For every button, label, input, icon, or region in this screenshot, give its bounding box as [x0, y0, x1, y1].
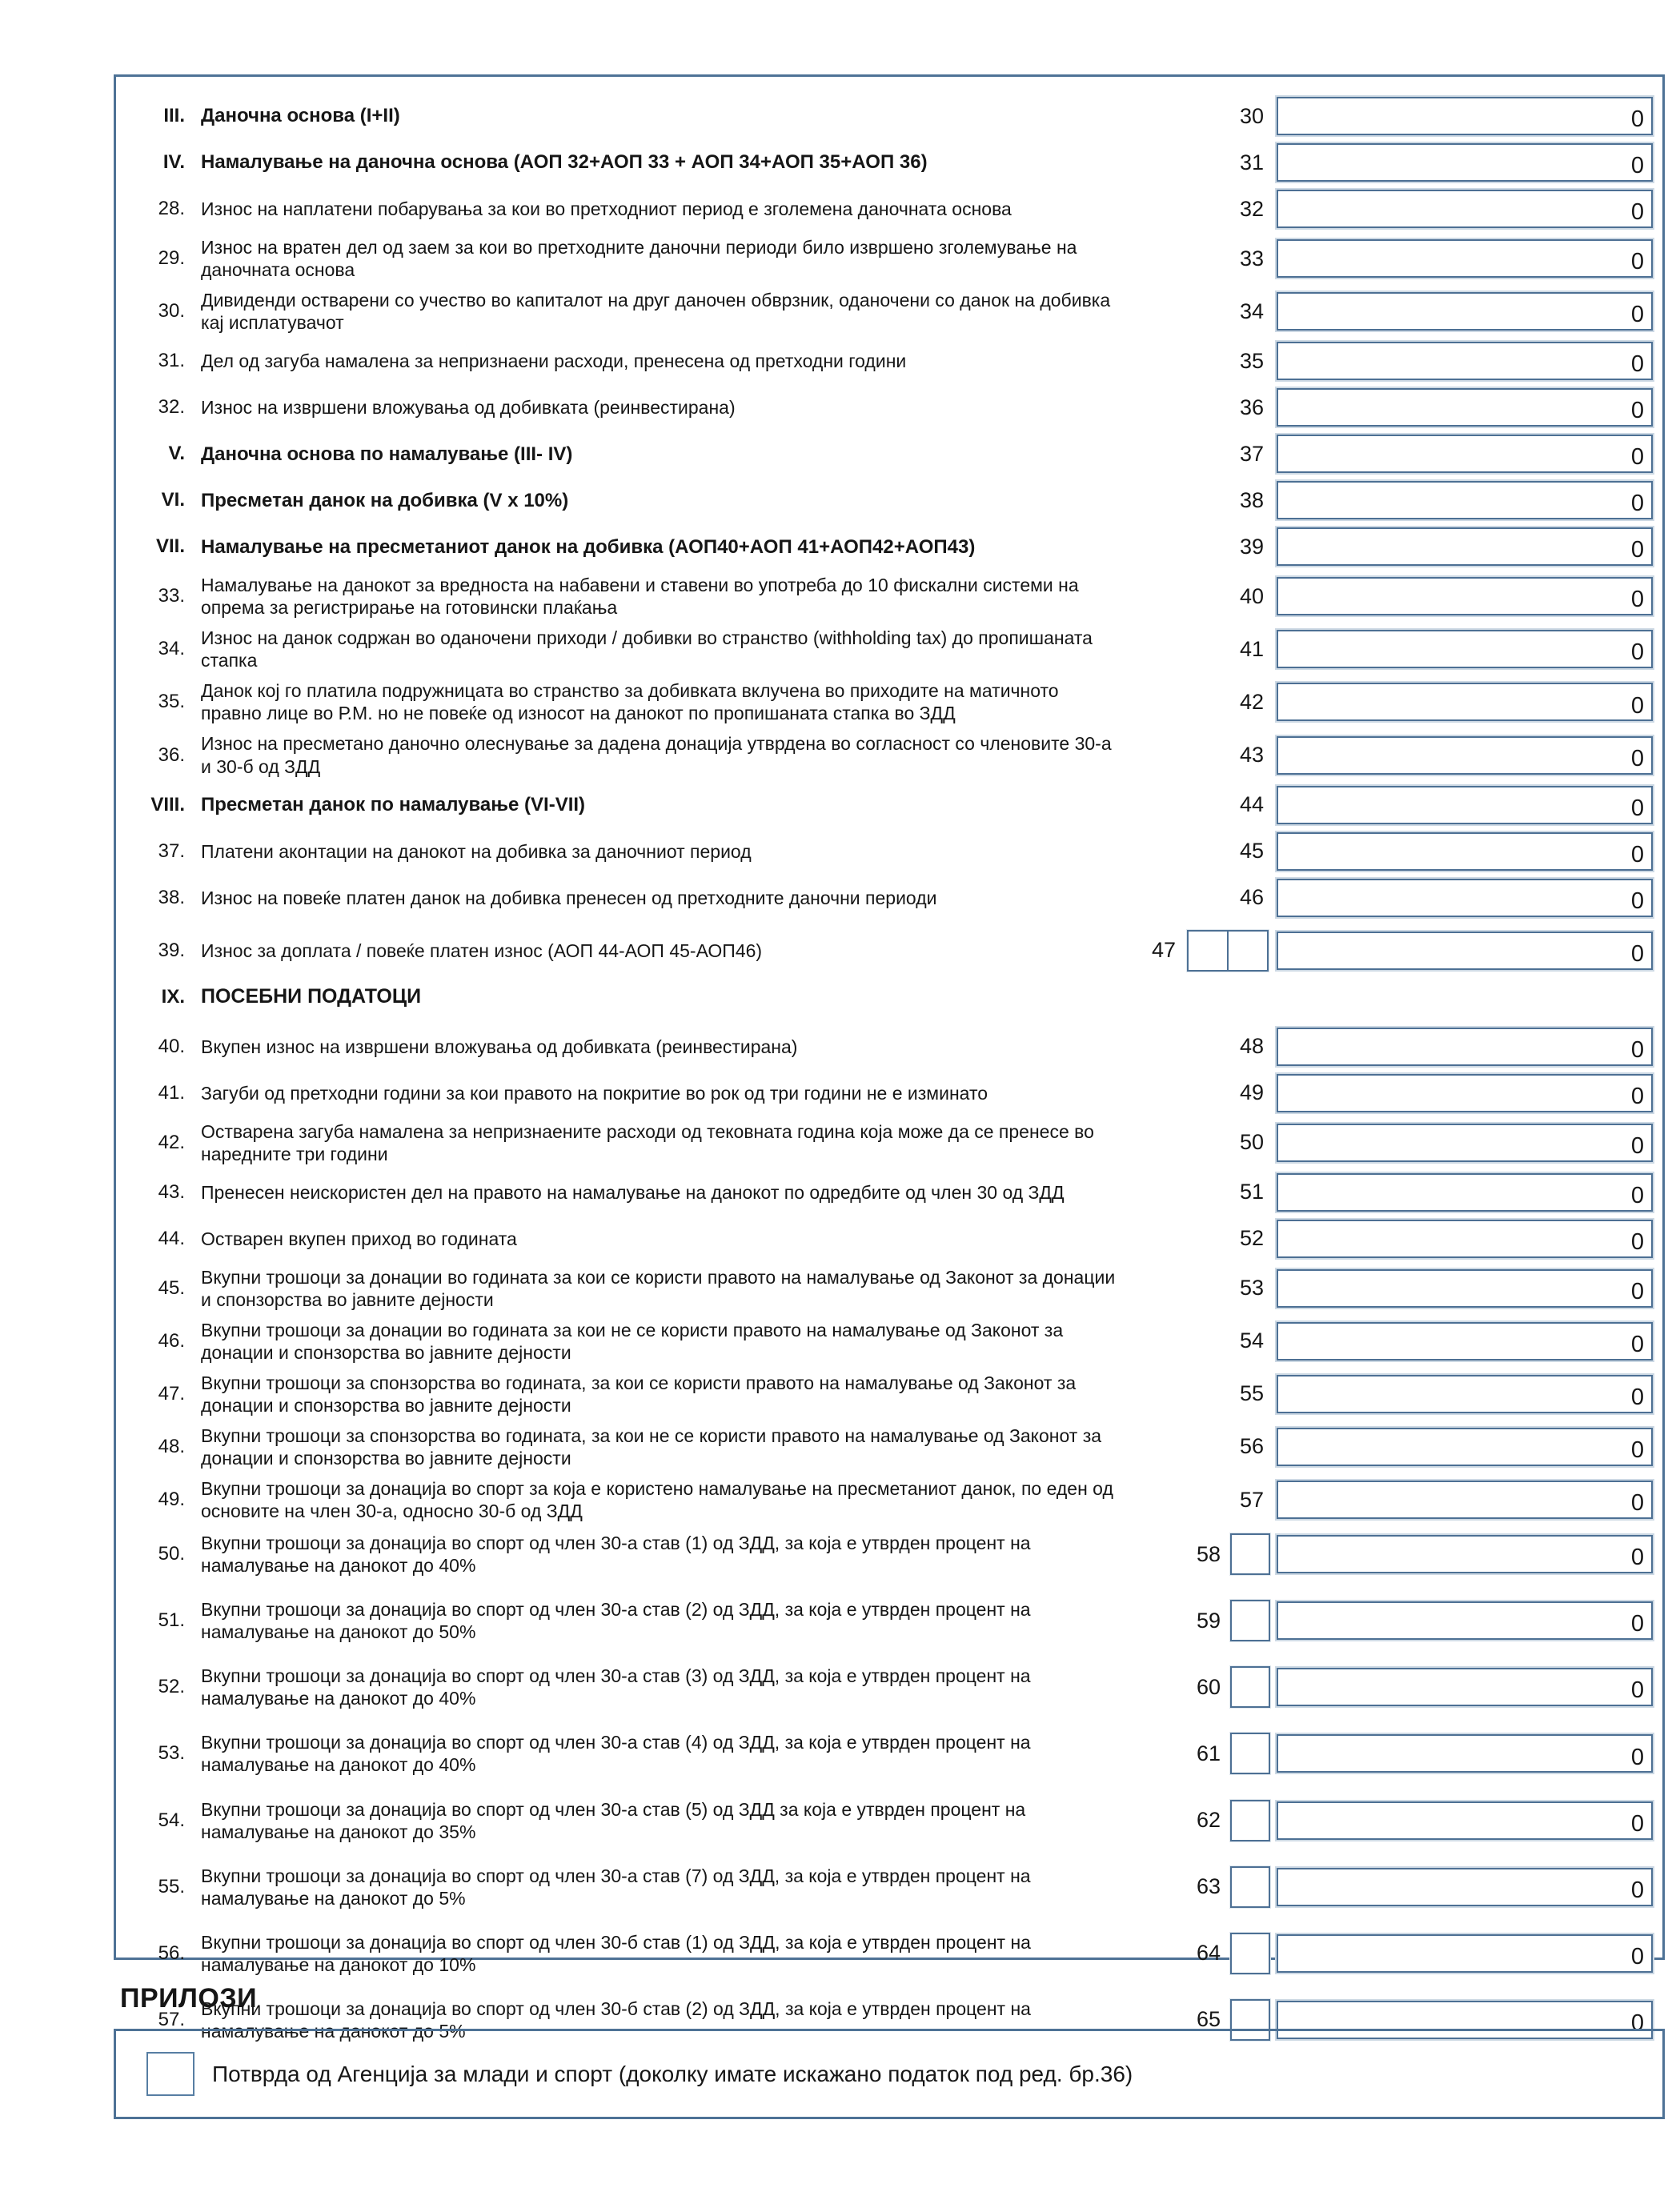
aop-number: 39 — [1239, 534, 1264, 559]
row-number: III. — [163, 105, 185, 126]
row-label: Износ на наплатени побарувања за кои во претходниот период е зголемена даночната основа — [201, 198, 1012, 219]
row-label: Износ на пресметано даночно олеснување за дадена донација утврдена во согласност со членовите 30-а и 30-б од ЗДД — [201, 733, 1112, 777]
value-text: 0 — [1630, 1083, 1644, 1109]
form-row — [132, 143, 1653, 182]
value-input[interactable] — [1277, 1734, 1653, 1773]
aop-number: 43 — [1239, 743, 1264, 767]
form-row — [132, 1931, 1653, 1976]
aop-number: 40 — [1239, 583, 1264, 608]
row-label: Дел од загуба намалена за непризнаени расходи, пренесена од претходни години — [201, 351, 907, 372]
row-number: 56. — [158, 1942, 185, 1964]
row-number: 29. — [158, 247, 185, 270]
row-label: Износ за доплата / повеќе платен износ (АОП 44-АОП 45-АОП46) — [201, 940, 763, 961]
row-label: Вкупен износ на извршени вложувања од добивката (реинвестирана) — [201, 1036, 798, 1057]
value-input[interactable] — [1277, 190, 1653, 228]
row-number: 41. — [158, 1081, 185, 1104]
aop-number: 51 — [1239, 1180, 1264, 1204]
row-number: 36. — [158, 743, 185, 766]
value-input[interactable] — [1277, 388, 1653, 427]
row-number: 30. — [158, 300, 185, 323]
row-number: 57. — [158, 2008, 185, 2030]
value-text: 0 — [1630, 1132, 1644, 1159]
row-label: Вкупни трошоци за донација во спорт за која е користено намалување на пресметаниот данок, по еден од основите на член 30-а, односно 30-б од ЗДД — [201, 1478, 1113, 1522]
form-row — [132, 1220, 1653, 1258]
value-input[interactable] — [1277, 1322, 1653, 1360]
aop-number: 47 — [1151, 938, 1176, 963]
row-label: Данок кој го платила подружницата во странство за добивката вклучена во приходите на матичното правно лице во Р.М. но не повеќе од износот на данокот по пропишаната стапка во ЗДД — [201, 680, 1059, 724]
row-number: IX. — [161, 985, 185, 1008]
form-row — [132, 1372, 1653, 1417]
row-label: ПОСЕБНИ ПОДАТОЦИ — [201, 985, 422, 1008]
row-number: 44. — [158, 1227, 185, 1249]
form-row — [132, 527, 1653, 566]
row-number: VII. — [155, 535, 185, 558]
row-label: Остварена загуба намалена за непризнаените расходи од тековната година која може да се пренесе во наредните три години — [201, 1120, 1094, 1164]
aop-number: 32 — [1239, 196, 1264, 221]
row-label: Платени аконтации на данокот на добивка за даночниот период — [201, 840, 752, 862]
value-input[interactable] — [1277, 577, 1653, 615]
row-label: Вкупни трошоци за донација во спорт од член 30-а став (2) од ЗДД, за која е утврден процент на намалување на данокот до 50% — [201, 1599, 1031, 1643]
aop-number: 44 — [1239, 792, 1264, 817]
value-input[interactable] — [1277, 1124, 1653, 1162]
form-row — [132, 1120, 1653, 1165]
row-label: Вкупни трошоци за донација во спорт од член 30-а став (3) од ЗДД, за која е утврден процент на намалување на данокот до 40% — [201, 1665, 1031, 1709]
row-number: 42. — [158, 1131, 185, 1153]
row-label: Вкупни трошоци за донации во годината за кои се користи правото на намалување од Законот за донации и спонзорства во јавните дејности — [201, 1266, 1116, 1310]
mini-code-input[interactable] — [1187, 930, 1269, 972]
row-label: Вкупни трошоци за донација во спорт од член 30-а став (1) од ЗДД, за која е утврден процент на намалување на данокот до 40% — [201, 1533, 1031, 1577]
form-row — [132, 481, 1653, 519]
mini-code-cell[interactable] — [1189, 932, 1229, 970]
mini-code-input[interactable] — [1230, 1600, 1270, 1641]
attachment-checkbox-label: Потврда од Агенција за млади и спорт (доколку имате искажано податок под ред. бр.36) — [212, 2061, 1133, 2086]
mini-code-input[interactable] — [1230, 1666, 1270, 1708]
mini-code-input[interactable] — [1230, 1733, 1270, 1774]
value-text: 0 — [1630, 1278, 1644, 1304]
attachments-box — [114, 2029, 1665, 2119]
mini-code-input[interactable] — [1230, 1800, 1270, 1841]
value-input[interactable] — [1277, 1934, 1653, 1973]
row-label: Дивиденди остварени со учество во капиталот на друг даночен обврзник, оданочени со данок на добивка кај исплатувачот — [201, 290, 1111, 334]
value-input[interactable] — [1277, 292, 1653, 331]
row-number: 52. — [158, 1676, 185, 1698]
row-label: Даночна основа (I+II) — [201, 105, 400, 127]
form-row — [132, 627, 1653, 671]
value-input[interactable] — [1277, 683, 1653, 721]
row-label: Вкупни трошоци за донација во спорт од член 30-а став (7) од ЗДД, за која е утврден процент на намалување на данокот до 5% — [201, 1865, 1031, 1909]
value-input[interactable] — [1277, 630, 1653, 668]
aop-number: 35 — [1239, 348, 1264, 373]
value-input[interactable] — [1277, 1535, 1653, 1573]
form-row — [132, 1425, 1653, 1469]
value-input[interactable] — [1277, 932, 1653, 970]
row-label: Остварен вкупен приход во годината — [201, 1228, 517, 1249]
value-input[interactable] — [1277, 879, 1653, 917]
row-number: 55. — [158, 1875, 185, 1897]
value-text: 0 — [1630, 1877, 1644, 1903]
value-input[interactable] — [1277, 832, 1653, 871]
value-text: 0 — [1630, 795, 1644, 821]
aop-number: 33 — [1239, 246, 1264, 270]
form-row — [132, 342, 1653, 380]
value-text: 0 — [1630, 199, 1644, 226]
form-row — [132, 574, 1653, 619]
aop-number: 48 — [1239, 1034, 1264, 1059]
row-label: Вкупни трошоци за донација во спорт од член 30-б став (2) од ЗДД, за која е утврден процент на намалување на данокот до 5% — [201, 1998, 1031, 2042]
row-number: 32. — [158, 396, 185, 419]
row-number: 53. — [158, 1742, 185, 1765]
aop-number: 65 — [1196, 2007, 1221, 2032]
value-text: 0 — [1630, 841, 1644, 868]
form-row — [132, 1477, 1653, 1522]
form-row — [132, 930, 1653, 972]
row-number: 33. — [158, 585, 185, 607]
row-label: Пресметан данок на добивка (V x 10%) — [201, 489, 569, 511]
value-text: 0 — [1630, 1744, 1644, 1770]
row-number: 50. — [158, 1543, 185, 1565]
value-input[interactable] — [1277, 481, 1653, 519]
value-text: 0 — [1630, 537, 1644, 563]
value-input[interactable] — [1277, 342, 1653, 380]
row-number: 43. — [158, 1180, 185, 1203]
aop-number: 45 — [1239, 839, 1264, 864]
aop-number: 30 — [1239, 103, 1264, 128]
row-label: Пренесен неискористен дел на правото на намалување на данокот по одредбите од член 30 од ЗДД — [201, 1181, 1065, 1203]
value-text: 0 — [1630, 1810, 1644, 1837]
row-number: VIII. — [150, 793, 185, 815]
value-input[interactable] — [1277, 435, 1653, 473]
value-input[interactable] — [1277, 239, 1653, 278]
form-row — [132, 289, 1653, 334]
value-text: 0 — [1630, 249, 1644, 275]
form-row — [132, 388, 1653, 427]
value-input[interactable] — [1277, 1428, 1653, 1466]
value-input[interactable] — [1277, 1801, 1653, 1840]
aop-number: 49 — [1239, 1080, 1264, 1105]
value-text: 0 — [1630, 888, 1644, 914]
row-label: Вкупни трошоци за донација во спорт од член 30-а став (4) од ЗДД, за која е утврден процент на намалување на данокот до 40% — [201, 1732, 1031, 1776]
value-text: 0 — [1630, 940, 1644, 967]
value-text: 0 — [1630, 1385, 1644, 1410]
row-label: Намалување на данокот за вредноста на набавени и ставени во употреба до 10 фискални системи на опрема за регистрирање на готовински плаќања — [201, 575, 1079, 619]
value-text: 0 — [1630, 302, 1644, 328]
aop-number: 53 — [1239, 1276, 1264, 1300]
value-input[interactable] — [1277, 1481, 1653, 1519]
form-row — [132, 97, 1653, 135]
row-label: Износ на вратен дел од заем за кои во претходните даночни периоди било извршено зголемување на даночната основа — [201, 237, 1077, 281]
value-text: 0 — [1630, 2010, 1644, 2036]
value-input[interactable] — [1277, 1028, 1653, 1066]
row-label: Вкупни трошоци за спонзорства во годината, за кои се користи правото на намалување од Законот за донации и спонзорства во јавните дејности — [201, 1372, 1077, 1416]
value-input[interactable] — [1277, 1601, 1653, 1640]
row-number: 47. — [158, 1382, 185, 1405]
form-row — [132, 679, 1653, 724]
value-input[interactable] — [1277, 1269, 1653, 1308]
mini-code-input[interactable] — [1230, 1533, 1270, 1575]
aop-number: 54 — [1239, 1328, 1264, 1353]
aop-number: 57 — [1239, 1487, 1264, 1512]
value-input[interactable] — [1277, 143, 1653, 182]
value-text: 0 — [1630, 1490, 1644, 1517]
mini-code-input[interactable] — [1230, 1866, 1270, 1908]
value-text: 0 — [1630, 1545, 1644, 1571]
value-text: 0 — [1630, 444, 1644, 471]
form-row — [132, 1074, 1653, 1112]
aop-number: 37 — [1239, 441, 1264, 466]
value-input[interactable] — [1277, 1220, 1653, 1258]
attachment-checkbox[interactable] — [146, 2052, 194, 2096]
form-row — [132, 236, 1653, 281]
aop-number: 34 — [1239, 299, 1264, 323]
aop-number: 42 — [1239, 689, 1264, 714]
row-label: Износ на данок содржан во оданочени приходи / добивки во странство (withholding tax) до пропишаната стапка — [201, 627, 1093, 671]
value-text: 0 — [1630, 745, 1644, 771]
value-text: 0 — [1630, 153, 1644, 179]
value-text: 0 — [1630, 491, 1644, 517]
row-number: 48. — [158, 1435, 185, 1457]
row-number: 28. — [158, 198, 185, 219]
row-number: 54. — [158, 1809, 185, 1831]
form-row — [132, 1798, 1653, 1843]
form-row — [132, 1865, 1653, 1909]
row-number: 45. — [158, 1276, 185, 1299]
value-text: 0 — [1630, 398, 1644, 424]
aop-number: 64 — [1196, 1941, 1221, 1966]
row-label: Загуби од претходни години за кои правото на покритие во рок од три години не е изминато — [201, 1082, 988, 1104]
row-number: 34. — [158, 638, 185, 660]
value-text: 0 — [1630, 351, 1644, 378]
form-row — [132, 1665, 1653, 1709]
mini-code-input[interactable] — [1230, 1933, 1270, 1974]
value-input[interactable] — [1277, 97, 1653, 135]
aop-number: 56 — [1239, 1434, 1264, 1459]
form-row — [132, 732, 1653, 777]
row-label: Износ на повеќе платен данок на добивка пренесен од претходните даночни периоди — [201, 887, 937, 908]
row-number: 38. — [158, 886, 185, 908]
form-row — [132, 786, 1653, 824]
aop-number: 55 — [1239, 1381, 1264, 1406]
row-number: 49. — [158, 1489, 185, 1511]
value-text: 0 — [1630, 587, 1644, 613]
form-row — [132, 980, 1653, 1015]
row-label: Вкупни трошоци за донација во спорт од член 30-б став (1) од ЗДД, за која е утврден процент на намалување на данокот до 10% — [201, 1931, 1031, 1975]
value-input[interactable] — [1277, 1868, 1653, 1906]
row-number: 51. — [158, 1609, 185, 1632]
value-text: 0 — [1630, 1331, 1644, 1357]
form-row — [132, 1598, 1653, 1643]
value-text: 0 — [1630, 1437, 1644, 1464]
form-row — [132, 1028, 1653, 1066]
row-number: 37. — [158, 840, 185, 862]
form-row — [132, 1319, 1653, 1364]
aop-number: 31 — [1239, 150, 1264, 174]
row-number: V. — [168, 443, 185, 465]
aop-number: 52 — [1239, 1226, 1264, 1251]
row-number: 46. — [158, 1329, 185, 1352]
aop-number: 62 — [1196, 1808, 1221, 1833]
attachments-title: ПРИЛОЗИ — [120, 1983, 258, 2014]
value-text: 0 — [1630, 692, 1644, 719]
row-number: 40. — [158, 1035, 185, 1057]
aop-number: 38 — [1239, 487, 1264, 512]
form-row — [132, 1532, 1653, 1577]
row-label: Намалување на даночна основа (АОП 32+АОП 33 + АОП 34+АОП 35+АОП 36) — [201, 151, 928, 174]
row-number: 35. — [158, 691, 185, 713]
row-number: 31. — [158, 350, 185, 372]
aop-number: 61 — [1196, 1741, 1221, 1765]
value-text: 0 — [1630, 639, 1644, 666]
value-text: 0 — [1630, 1228, 1644, 1255]
aop-number: 59 — [1196, 1608, 1221, 1633]
aop-number: 58 — [1196, 1541, 1221, 1566]
row-number: IV. — [162, 151, 185, 173]
form-row — [132, 1173, 1653, 1212]
row-label: Вкупни трошоци за спонзорства во годината, за кои не се користи правото на намалување од Законот за донации и спонзорства во јавните дејности — [201, 1425, 1102, 1469]
value-text: 0 — [1630, 106, 1644, 133]
value-input[interactable] — [1277, 1375, 1653, 1413]
form-row — [132, 1731, 1653, 1776]
value-input[interactable] — [1277, 786, 1653, 824]
value-input[interactable] — [1277, 1173, 1653, 1212]
mini-code-cell[interactable] — [1229, 932, 1267, 970]
form-row — [132, 879, 1653, 917]
row-label: Износ на извршени вложувања од добивката (реинвестирана) — [201, 397, 736, 419]
aop-number: 41 — [1239, 636, 1264, 661]
value-text: 0 — [1630, 1943, 1644, 1970]
form-row — [132, 190, 1653, 228]
value-input[interactable] — [1277, 736, 1653, 775]
row-number: VI. — [161, 489, 185, 511]
aop-number: 50 — [1239, 1130, 1264, 1155]
row-label: Вкупни трошоци за донација во спорт од член 30-а став (5) од ЗДД за која е утврден процент на намалување на данокот до 35% — [201, 1798, 1026, 1842]
row-label: Вкупни трошоци за донации во годината за кои не се користи правото на намалување од Законот за донации и спонзорства во јавните дејности — [201, 1319, 1064, 1363]
form-row — [132, 832, 1653, 871]
form-row — [132, 1266, 1653, 1311]
value-input[interactable] — [1277, 527, 1653, 566]
value-text: 0 — [1630, 1611, 1644, 1637]
aop-number: 63 — [1196, 1874, 1221, 1899]
row-label: Даночна основа по намалување (III- IV) — [201, 443, 573, 465]
value-input[interactable] — [1277, 1074, 1653, 1112]
value-text: 0 — [1630, 1036, 1644, 1063]
row-label: Намалување на пресметаниот данок на добивка (АОП40+АОП 41+АОП42+АОП43) — [201, 535, 976, 558]
form-row — [132, 435, 1653, 473]
aop-number: 46 — [1239, 885, 1264, 910]
row-number: 39. — [158, 939, 185, 961]
value-input[interactable] — [1277, 1668, 1653, 1706]
value-text: 0 — [1630, 1182, 1644, 1208]
aop-number: 60 — [1196, 1674, 1221, 1699]
row-label: Пресметан данок по намалување (VI-VII) — [201, 793, 586, 815]
aop-number: 36 — [1239, 395, 1264, 419]
value-text: 0 — [1630, 1677, 1644, 1704]
